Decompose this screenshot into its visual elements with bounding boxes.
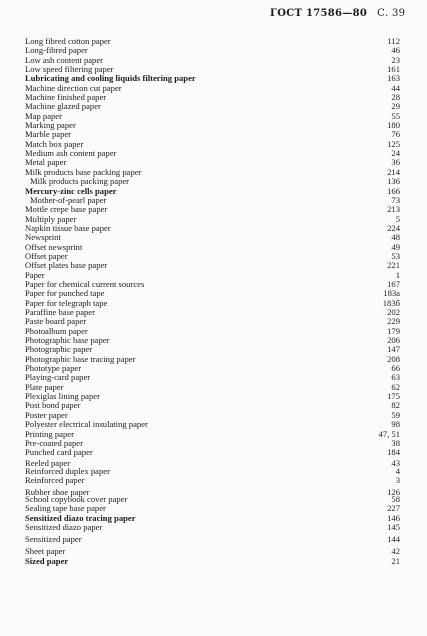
entry-number: 136 <box>387 176 400 187</box>
entry-number: 47, 51 <box>378 429 400 440</box>
page-header <box>270 8 420 19</box>
entry-term: Machine finished paper <box>25 92 107 103</box>
entry-number: 167 <box>387 278 400 289</box>
entry-number: 59 <box>391 409 400 420</box>
entry-number: 184 <box>387 447 400 458</box>
entry-number: 4 <box>395 465 400 476</box>
entry-term: Reeled paper <box>25 458 71 469</box>
entry-term: Reinforced paper <box>25 475 85 486</box>
entry-number: 213 <box>387 204 400 215</box>
entry-number: 183а <box>383 288 400 299</box>
entry-term: Printing paper <box>25 429 74 440</box>
entry-number: 147 <box>387 344 400 355</box>
entry-term: Machine glazed paper <box>25 101 101 112</box>
entry-number: 58 <box>391 493 400 504</box>
entry-number: 202 <box>387 306 400 317</box>
entry-term: Sensitized diazo paper <box>25 521 103 532</box>
entry-term: Metal paper <box>25 157 67 168</box>
entry-term: Sensitized paper <box>25 534 82 545</box>
entry-term: Paraffine base paper <box>25 306 95 317</box>
entry-term: Map paper <box>25 110 62 121</box>
entry-term: Playing-card paper <box>25 372 91 383</box>
term-index <box>0 36 427 566</box>
entry-term: Offset paper <box>25 250 68 261</box>
page-number: С. 39 <box>377 8 406 19</box>
entry-term: Mottle crepe base paper <box>25 204 108 215</box>
entry-number: 180 <box>387 120 400 131</box>
entry-term: Mercury-zinc cells paper <box>25 185 117 196</box>
entry-number: 53 <box>391 250 400 261</box>
entry-number: 82 <box>391 400 400 411</box>
entry-term: Long fibred cotton paper <box>25 36 111 46</box>
entry-term: Sheet paper <box>25 545 66 556</box>
index-entry <box>0 420 427 429</box>
entry-term: Offset plates base paper <box>25 260 108 271</box>
entry-term: Paper <box>25 269 45 280</box>
index-entry <box>0 261 427 270</box>
entry-number: 43 <box>391 458 400 469</box>
entry-term: Phototype paper <box>25 363 82 374</box>
entry-term: Reinforced duplex paper <box>25 465 110 476</box>
entry-term: Lubricating and cooling liquids filtering paper <box>25 73 196 84</box>
index-entry <box>0 102 427 111</box>
index-entry <box>0 373 427 382</box>
entry-term: Milk products packing paper <box>30 176 130 187</box>
entry-number: 175 <box>387 391 400 402</box>
entry-term: Match box paper <box>25 138 84 149</box>
entry-number: 166 <box>387 185 400 196</box>
entry-number: 221 <box>387 260 400 271</box>
entry-term: Marble paper <box>25 129 72 140</box>
entry-term: Plexiglas lining paper <box>25 391 100 402</box>
index-entry <box>0 224 427 233</box>
entry-term: Long-fibred paper <box>25 45 88 56</box>
entry-term: Multiply paper <box>25 213 77 224</box>
entry-term: Sensitized diazo tracing paper <box>25 512 136 523</box>
entry-number: 38 <box>391 437 400 448</box>
entry-number: 42 <box>391 545 400 556</box>
entry-term: Medium ash content paper <box>25 148 117 159</box>
entry-number: 126 <box>387 486 400 497</box>
entry-number: 36 <box>391 157 400 168</box>
entry-term: Poster paper <box>25 409 68 420</box>
entry-number: 76 <box>391 129 400 140</box>
entry-term: Sized paper <box>25 555 69 566</box>
entry-number: 44 <box>391 82 400 93</box>
entry-number: 62 <box>391 381 400 392</box>
entry-number: 146 <box>387 512 400 523</box>
standard-number: ГОСТ 17586—80 <box>270 8 368 19</box>
entry-number: 224 <box>387 222 400 233</box>
entry-number: 161 <box>387 64 400 75</box>
entry-number: 63 <box>391 372 400 383</box>
entry-number: 98 <box>391 419 400 430</box>
entry-number: 179 <box>387 325 400 336</box>
entry-term: Paper for punched tape <box>25 288 105 299</box>
entry-number: 1 <box>395 269 400 280</box>
entry-number: 229 <box>387 316 400 327</box>
entry-term: Paste board paper <box>25 316 87 327</box>
entry-term: Newsprint <box>25 232 61 243</box>
entry-number: 227 <box>387 503 400 514</box>
entry-number: 163 <box>387 73 400 84</box>
entry-term: School copybook cover paper <box>25 493 128 504</box>
entry-term: Photographic base paper <box>25 335 110 345</box>
entry-term: Photographic paper <box>25 344 93 355</box>
entry-term: Punched card paper <box>25 447 93 458</box>
entry-term: Post bond paper <box>25 400 81 411</box>
entry-term: Paper for chemical current sources <box>25 278 145 289</box>
entry-number: 208 <box>387 353 400 364</box>
index-entry <box>0 547 427 556</box>
index-entry <box>0 448 427 457</box>
entry-number: 112 <box>387 36 400 46</box>
index-entry <box>0 535 427 544</box>
entry-number: 46 <box>391 45 400 56</box>
index-entry <box>0 523 427 532</box>
index-entry <box>0 557 427 566</box>
entry-term: Plate paper <box>25 381 64 392</box>
entry-term: Offset newsprint <box>25 241 83 252</box>
entry-term: Photographic base tracing paper <box>25 353 136 364</box>
entry-term: Low speed filtering paper <box>25 64 114 75</box>
entry-number: 55 <box>391 110 400 121</box>
entry-number: 5 <box>395 213 400 224</box>
entry-number: 144 <box>387 534 400 545</box>
entry-number: 28 <box>391 92 400 103</box>
entry-term: Rubber shoe paper <box>25 486 90 497</box>
entry-term: Napkin tissue base paper <box>25 222 111 233</box>
entry-number: 49 <box>391 241 400 252</box>
entry-number: 183б <box>382 297 400 308</box>
entry-term: Marking paper <box>25 120 76 131</box>
entry-term: Milk products base packing paper <box>25 166 142 177</box>
entry-term: Machine direction cut paper <box>25 82 122 93</box>
entry-number: 73 <box>391 194 400 205</box>
entry-term: Polyester electrical insulating paper <box>25 419 148 430</box>
entry-term: Pre-coated paper <box>25 437 83 448</box>
entry-term: Sealing tape base paper <box>25 503 106 514</box>
entry-number: 206 <box>387 335 400 345</box>
entry-number: 48 <box>391 232 400 243</box>
entry-number: 24 <box>391 148 400 159</box>
entry-number: 66 <box>391 363 400 374</box>
entry-number: 23 <box>391 54 400 65</box>
entry-number: 145 <box>387 521 400 532</box>
entry-number: 3 <box>395 475 400 486</box>
entry-number: 125 <box>387 138 400 149</box>
entry-number: 21 <box>391 555 400 566</box>
index-entry <box>0 476 427 485</box>
entry-number: 29 <box>391 101 400 112</box>
entry-term: Paper for telegraph tape <box>25 297 108 308</box>
entry-number: 214 <box>387 166 400 177</box>
entry-term: Low ash content paper <box>25 54 104 65</box>
entry-term: Photoalbum paper <box>25 325 88 336</box>
entry-term: Mother-of-pearl paper <box>30 194 107 205</box>
